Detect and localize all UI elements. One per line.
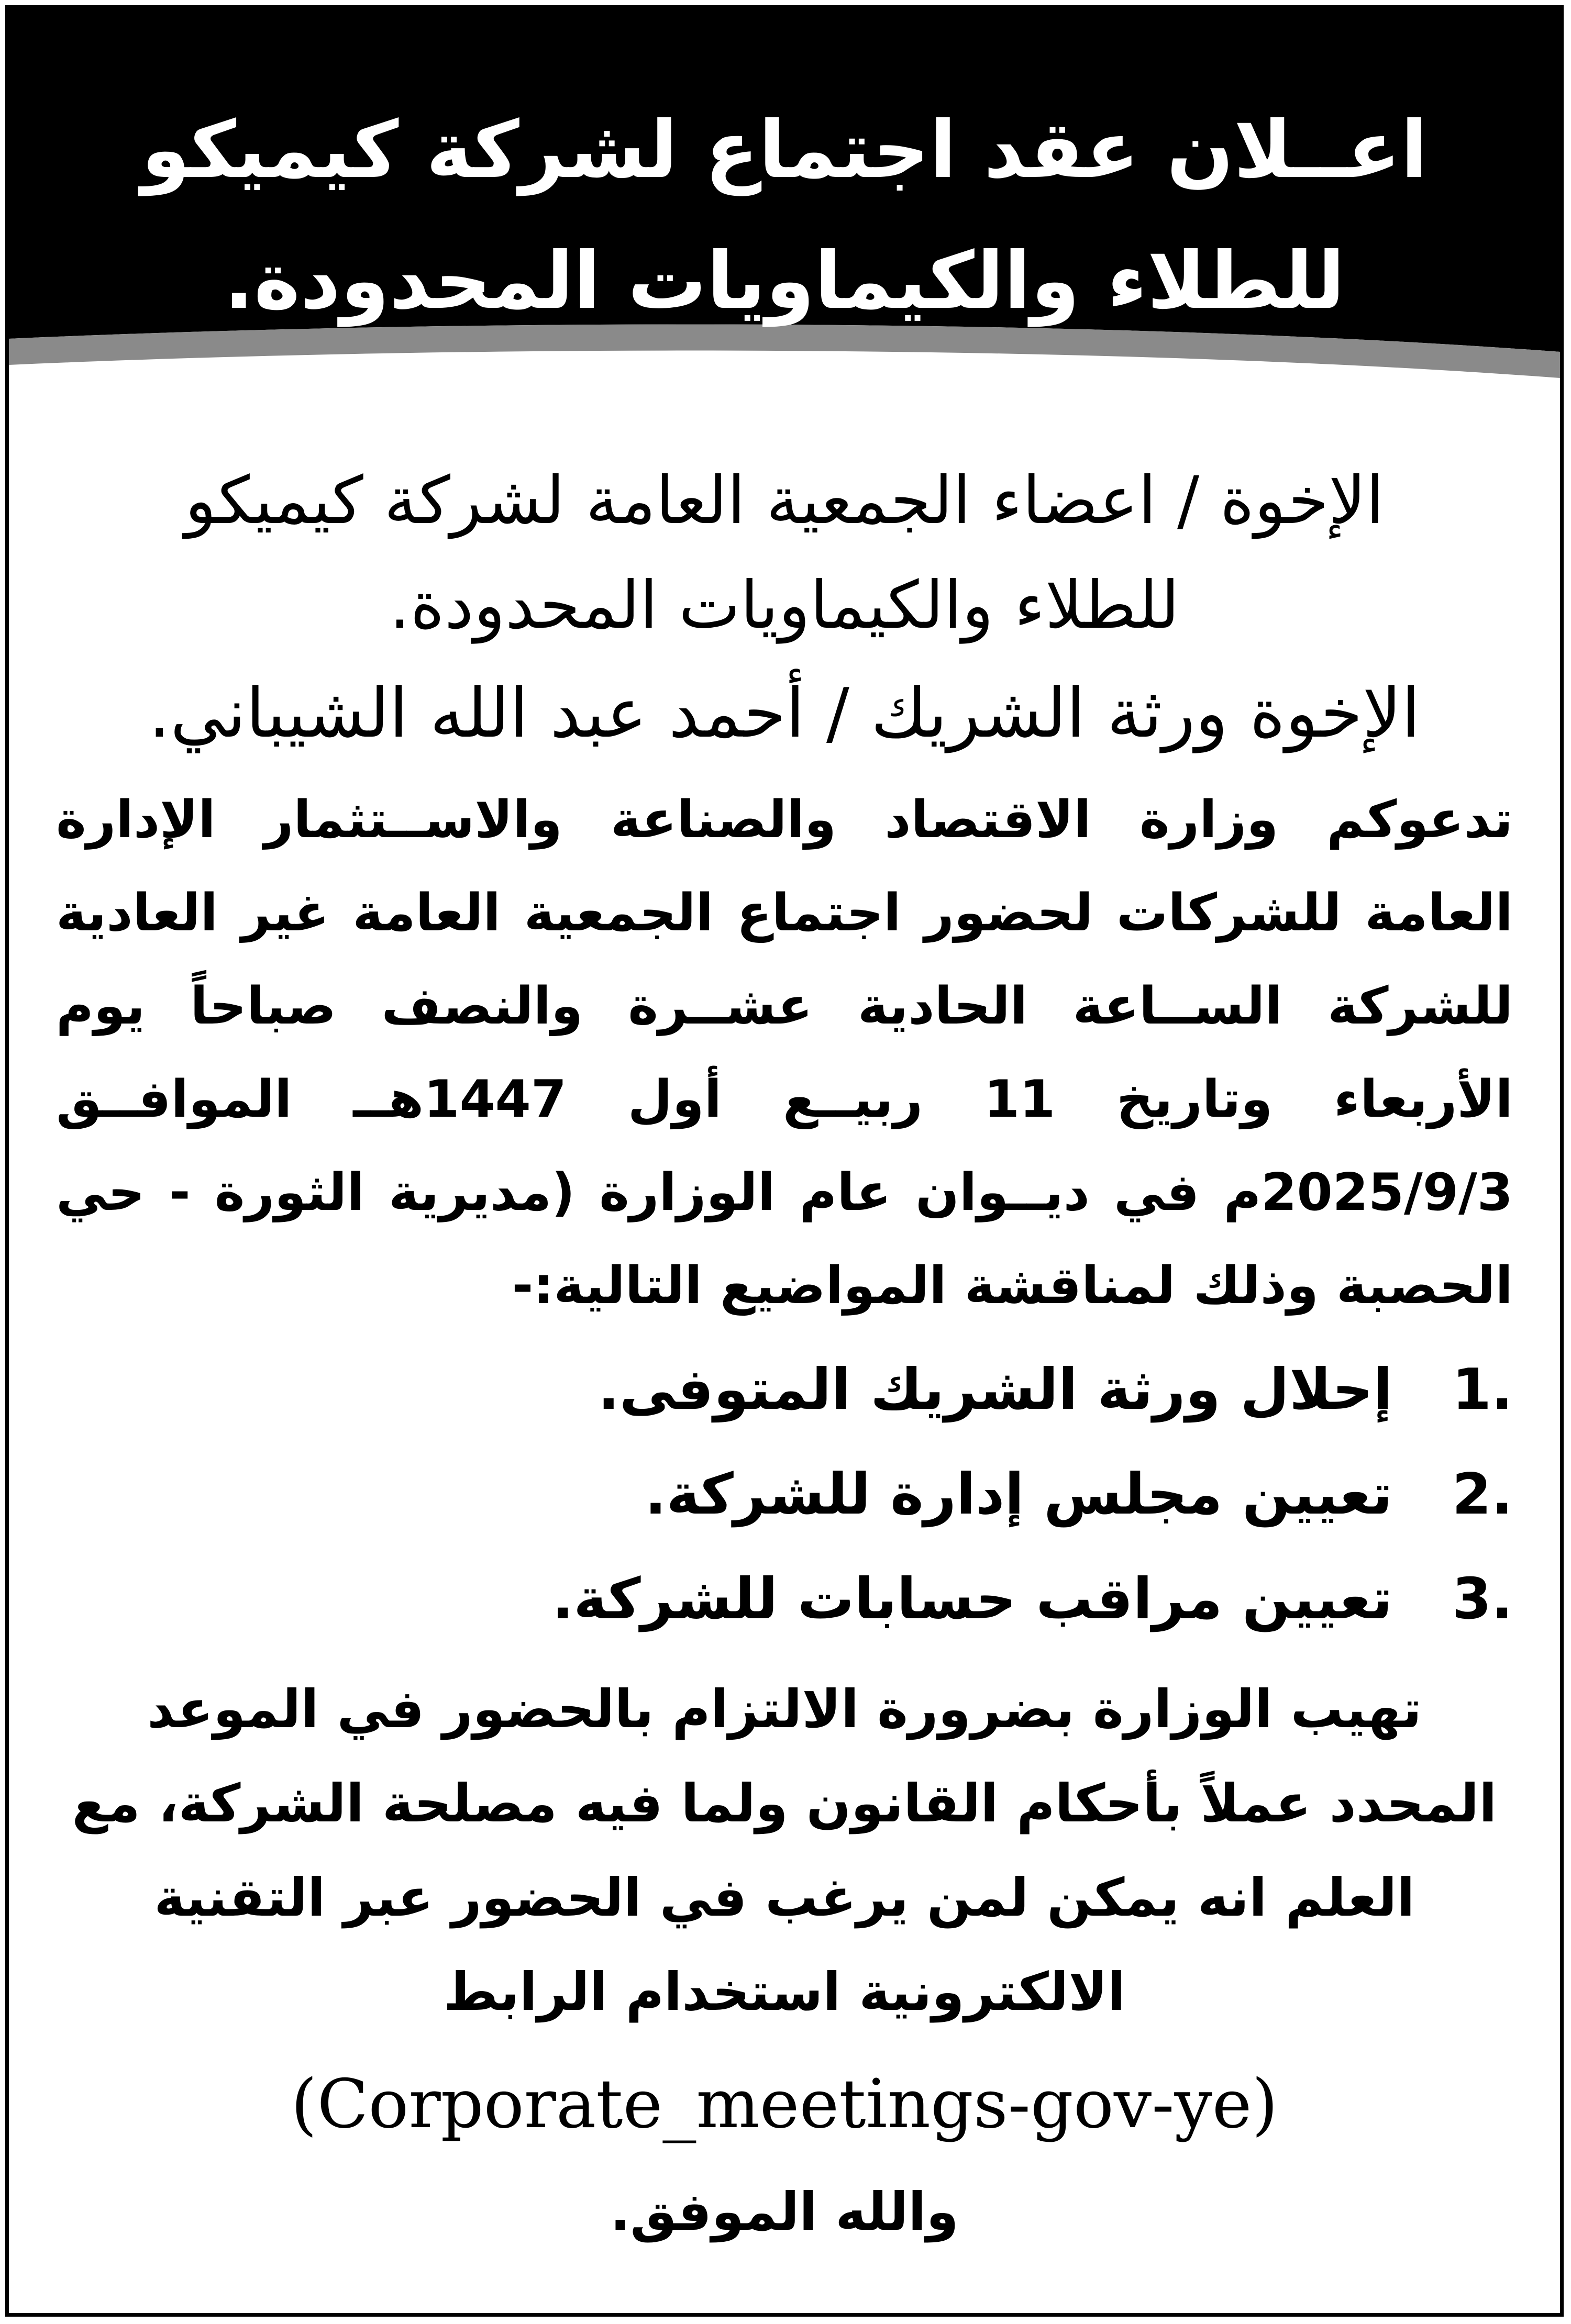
- title-line-1: اعــلان عقد اجتماع لشركة كيميكو: [141, 105, 1428, 196]
- agenda-list: [56, 1338, 1513, 1652]
- closing-paragraph: تهيب الوزارة بضرورة الالتزام بالحضور في الموعد المحدد عملاً بأحكام القانون ولما فيه مصلحة الشركة، مع العلم انه يمكن لمن يرغب في الحضور عبر التقنية الالكترونية استخدام الرابط: [72, 1678, 1497, 2022]
- meeting-link: (Corporate_meetings-gov-ye): [291, 2065, 1278, 2143]
- addressee-line-2: للطلاء والكيماويات المحدودة.: [389, 568, 1180, 643]
- addressee-line-1: الإخوة / اعضاء الجمعية العامة لشركة كيميكو: [184, 463, 1385, 539]
- agenda-item: [56, 1338, 1513, 1442]
- signoff: والله الموفق.: [610, 2181, 959, 2242]
- title-line-2: للطلاء والكيماويات المحدودة.: [224, 236, 1345, 327]
- agenda-text: تعيين مجلس إدارة للشركة.: [645, 1462, 1392, 1527]
- agenda-number: 2.: [1452, 1462, 1513, 1527]
- announcement-title: [40, 85, 1529, 347]
- agenda-text: إحلال ورثة الشريك المتوفى.: [598, 1357, 1392, 1422]
- announcement-body: [56, 449, 1513, 2259]
- agenda-item: [56, 1547, 1513, 1652]
- invitation-paragraph: تدعوكم وزارة الاقتصاد والصناعة والاســتثمار الإدارة العامة للشركات لحضور اجتماع الجمعية العامة غير العادية للشركة الســاعة الحادية عشــرة والنصف صباحاً يوم الأربعاء وتاريخ 11 ربيــع أول 1447هــ الموافــق 2025/9/3م في ديــوان عام الوزارة (مديرية الثورة - حي الحصبة وذلك لمناقشة المواضيع التالية:-: [56, 790, 1513, 1316]
- announcement-frame: [5, 5, 1564, 2317]
- agenda-item: [56, 1442, 1513, 1547]
- addressee-line-3: الإخوة ورثة الشريك / أحمد عبد الله الشيباني.: [148, 673, 1421, 753]
- agenda-text: تعيين مراقب حسابات للشركة.: [552, 1566, 1392, 1632]
- agenda-number: 1.: [1452, 1357, 1513, 1422]
- agenda-number: 3.: [1452, 1566, 1513, 1632]
